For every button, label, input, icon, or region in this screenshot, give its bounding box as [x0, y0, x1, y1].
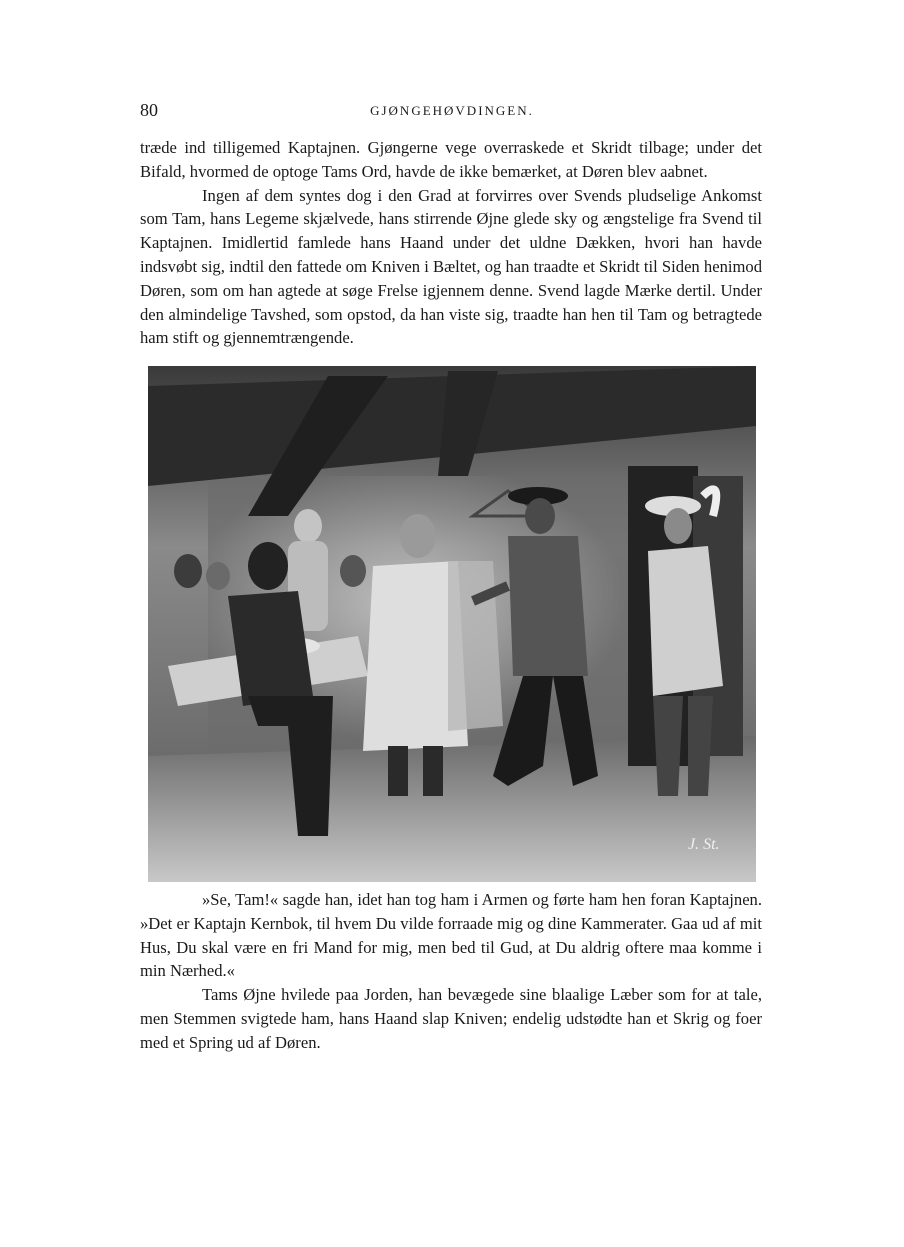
running-title: GJØNGEHØVDINGEN. [370, 103, 534, 118]
illustration-interior-scene [148, 366, 756, 882]
text-block-bottom [140, 888, 762, 1055]
illustration-signature: J. St. [688, 836, 720, 853]
page-number: 80 [140, 100, 158, 120]
paragraph: træde ind tilligemed Kaptajnen. Gjøngerne vege overraskede et Skridt tilbage; under det Bifald, hvormed de optoge Tams Ord, havde de ikke bemærket, at Døren blev aabnet. [140, 138, 762, 181]
text-block-top [140, 136, 762, 350]
paragraph: »Se, Tam!« sagde han, idet han tog ham i Armen og førte ham hen foran Kaptajnen. »Det er Kaptajn Kernbok, til hvem Du vilde forraade mig og dine Kammerater. Gaa ud af mit Hus, Du skal være en fri Mand for mig, men bed til Gud, at Du aldrig oftere maa komme i min Nærhed.« [140, 890, 762, 981]
paragraph: Ingen af dem syntes dog i den Grad at forvirres over Svends pludselige Ankomst som Tam, hans Legeme skjælvede, hans stirrende Øjne glede sky og ængstelige fra Svend til Kaptajnen. Imidlertid famlede hans Haand under det uldne Dækken, hvori han havde indsvøbt sig, indtil den fattede om Kniven i Bæltet, og han traadte et Skridt til Siden henimod Døren, som om han agtede at søge Frelse igjennem denne. Svend lagde Mærke dertil. Under den almindelige Tavshed, som opstod, da han viste sig, traadte han hen til Tam og betragtede ham stift og gjennemtrængende. [140, 185, 762, 348]
paragraph: Tams Øjne hvilede paa Jorden, han bevægede sine blaalige Læber som for at tale, men Stemmen svigtede ham, hans Haand slap Kniven; endelig udstødte han et Skrig og foer med et Spring ud af Døren. [140, 985, 762, 1052]
